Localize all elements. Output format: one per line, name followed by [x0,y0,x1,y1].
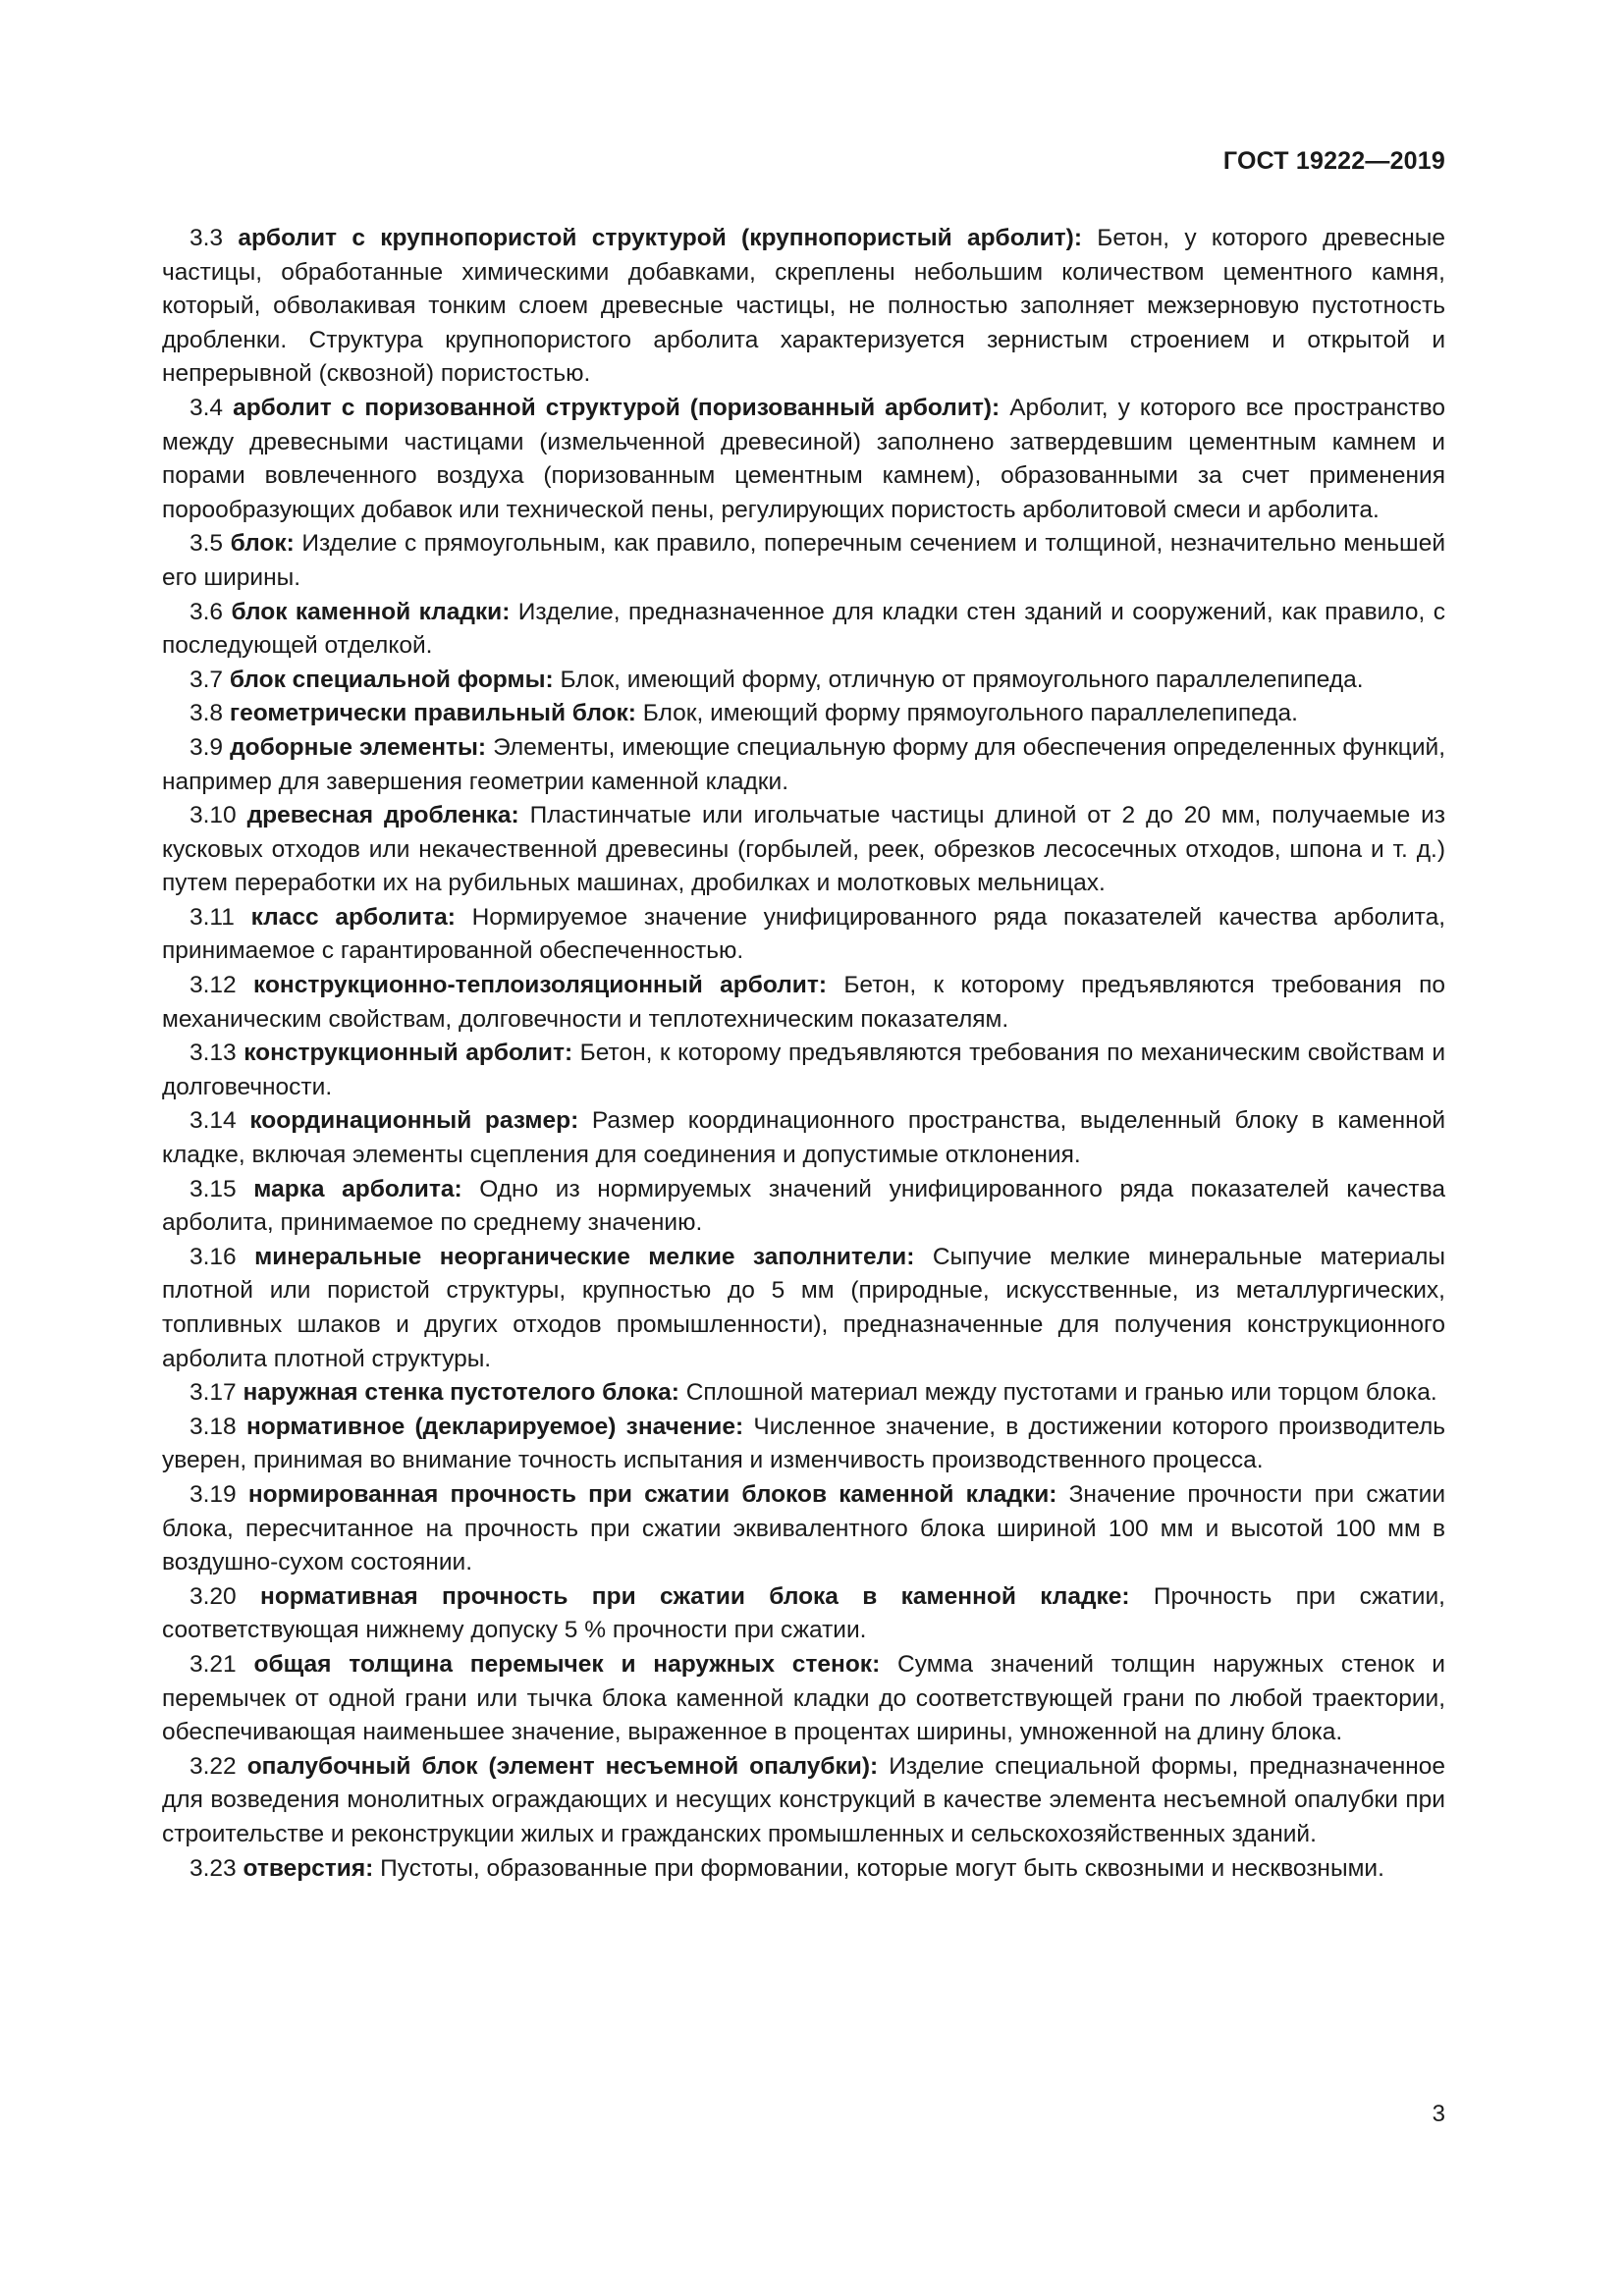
definition-term: блок специальной формы: [229,666,554,693]
definition-text: Изделие специальной формы, предназначенное для возведения монолитных ограждающих и несущих конструкций в качестве элемента несъемной опалубки при строительстве и реконструкции жилых и гражданских промышленных и сельскохозяйственных зданий. [162,1752,1446,1847]
definition-entry [162,731,1445,799]
definition-entry [162,1173,1445,1241]
definition-entry [162,697,1445,731]
definition-term: арболит с крупнопористой структурой (крупнопористый арболит): [238,225,1082,251]
definition-term: доборные элементы: [230,733,487,761]
definition-entry [162,596,1445,664]
definition-text: Бетон, к которому предъявляются требования по механическим свойствам и долговечности. [162,1040,1446,1100]
definition-term: арболит с поризованной структурой (поризованный арболит): [233,394,1001,421]
definition-term: класс арболита: [250,903,456,931]
definition-text: Блок, имеющий форму прямоугольного параллелепипеда. [642,700,1298,727]
definition-term: древесная дробленка: [246,802,519,829]
definition-entry [162,1580,1445,1648]
definition-text: Пустоты, образованные при формовании, которые могут быть сквозными и несквозными. [380,1854,1384,1882]
definition-term: марка арболита: [253,1175,462,1202]
definition-text: Изделие, предназначенное для кладки стен зданий и сооружений, как правило, с последующей отделкой. [162,598,1445,660]
definition-entry [162,664,1445,698]
definition-term: общая толщина перемычек и наружных стенок: [253,1650,881,1678]
definition-number: 3.10 [189,802,237,829]
definition-number: 3.4 [189,394,224,421]
definition-term: нормативная прочность при сжатии блока в каменной кладке: [260,1582,1130,1610]
definition-entry [162,799,1445,901]
definition-text: Сумма значений толщин наружных стенок и перемычек от одной грани или тычка блока каменной кладки до соответствующей грани по любой траектории, обеспечивающая наименьшее значение, выраженное в процентах ширины, умноженной на длину блока. [162,1650,1445,1746]
definition-text: Размер координационного пространства, выделенный блоку в каменной кладке, включая элементы сцепления для соединения и допустимые отклонения. [162,1107,1445,1169]
definition-entry [162,1750,1445,1852]
definition-term: координационный размер: [249,1107,579,1135]
definition-text: Одно из нормируемых значений унифицированного ряда показателей качества арболита, принимаемое по среднему значению. [162,1175,1445,1237]
definition-term: конструкционный арболит: [244,1040,573,1067]
definition-entry [162,969,1445,1037]
definition-entry [162,1376,1445,1411]
definition-term: наружная стенка пустотелого блока: [243,1379,679,1407]
definition-term: блок каменной кладки: [231,598,511,625]
definition-number: 3.23 [189,1854,237,1882]
definition-number: 3.14 [189,1107,237,1135]
definition-entry [162,1037,1445,1104]
definition-entry [162,1104,1445,1172]
definition-entry [162,901,1445,969]
definition-entry [162,1411,1445,1478]
definition-number: 3.8 [189,700,224,727]
definition-number: 3.16 [189,1243,237,1270]
definition-text: Пластинчатые или игольчатые частицы длиной от 2 до 20 мм, получаемые из кусковых отходов или некачественной древесины (горбылей, реек, обрезков лесосечных отходов, шпона и т. д.) путем переработки их на рубильных машинах, дробилках и молотковых мельницах. [162,802,1446,897]
definition-number: 3.21 [189,1650,237,1678]
definition-text: Нормируемое значение унифицированного ряда показателей качества арболита, принимаемое с гарантированной обеспеченностью. [162,903,1446,965]
definition-text: Сплошной материал между пустотами и гранью или торцом блока. [685,1379,1437,1407]
definition-term: минеральные неорганические мелкие заполнители: [254,1243,915,1270]
definition-text: Блок, имеющий форму, отличную от прямоугольного параллелепипеда. [560,666,1364,693]
definition-entry [162,1478,1445,1580]
definition-text: Изделие с прямоугольным, как правило, поперечным сечением и толщиной, незначительно меньшей его ширины. [162,530,1446,591]
definition-text: Значение прочности при сжатии блока, пересчитанное на прочность при сжатии эквивалентного блока шириной 100 мм и высотой 100 мм в воздушно-сухом состоянии. [162,1480,1446,1576]
definition-number: 3.15 [189,1175,237,1202]
definitions-section [162,222,1445,1886]
definition-number: 3.5 [189,530,224,558]
definition-number: 3.17 [189,1379,237,1407]
definition-entry [162,1852,1445,1887]
definition-text: Сыпучие мелкие минеральные материалы плотной или пористой структуры, крупностью до 5 мм (природные, искусственные, из металлургических, топливных шлаков и других отходов промышленности), предназначенные для получения конструкционного арболита плотной структуры. [162,1243,1446,1372]
definition-text: Арболит, у которого все пространство между древесными частицами (измельченной древесиной) заполнено затвердевшим цементным камнем и порами вовлеченного воздуха (поризованным цементным камнем), образованными за счет применения порообразующих добавок или технической пены, регулирующих пористость арболитовой смеси и арболита. [162,394,1445,523]
definition-term: нормированная прочность при сжатии блоков каменной кладки: [247,1480,1057,1508]
definition-term: блок: [230,530,295,558]
definition-number: 3.9 [189,733,224,761]
definition-number: 3.6 [189,598,224,625]
definition-term: отверстия: [243,1854,374,1882]
document-code-header: ГОСТ 19222—2019 [1222,147,1445,175]
definition-text: Бетон, у которого древесные частицы, обработанные химическими добавками, скреплены небольшим количеством цементного камня, который, обволакивая тонким слоем древесные частицы, не полностью заполняет межзерновую пустотность дробленки. Структура крупнопористого арболита характеризуется зернистым строением и открытой и непрерывной (сквозной) пористостью. [162,225,1445,388]
definition-term: нормативное (декларируемое) значение: [245,1413,744,1440]
definition-text: Прочность при сжатии, соответствующая нижнему допуску 5 % прочности при сжатии. [162,1582,1445,1644]
definition-number: 3.22 [189,1752,237,1780]
definition-number: 3.18 [189,1413,237,1440]
definition-term: опалубочный блок (элемент несъемной опалубки): [246,1752,879,1780]
definition-number: 3.13 [189,1040,237,1067]
definition-entry [162,392,1445,527]
definition-text: Элементы, имеющие специальную форму для обеспечения определенных функций, например для завершения геометрии каменной кладки. [162,733,1446,795]
definition-number: 3.19 [189,1480,237,1508]
definition-entry [162,1241,1445,1376]
definition-number: 3.11 [189,903,235,931]
definition-number: 3.7 [189,666,224,693]
definition-entry [162,1648,1445,1750]
definition-entry [162,222,1445,392]
definition-text: Бетон, к которому предъявляются требования по механическим свойствам, долговечности и теплотехническим показателям. [162,972,1445,1033]
page-number: 3 [1432,2101,1445,2127]
definition-number: 3.20 [189,1582,237,1610]
definition-text: Численное значение, в достижении которого производитель уверен, принимая во внимание точность испытания и изменчивость производственного процесса. [162,1413,1446,1474]
definition-number: 3.3 [189,225,224,251]
definition-entry [162,527,1445,595]
definition-term: конструкционно-теплоизоляционный арболит: [253,972,828,999]
definition-number: 3.12 [189,972,237,999]
definition-term: геометрически правильный блок: [229,700,636,727]
